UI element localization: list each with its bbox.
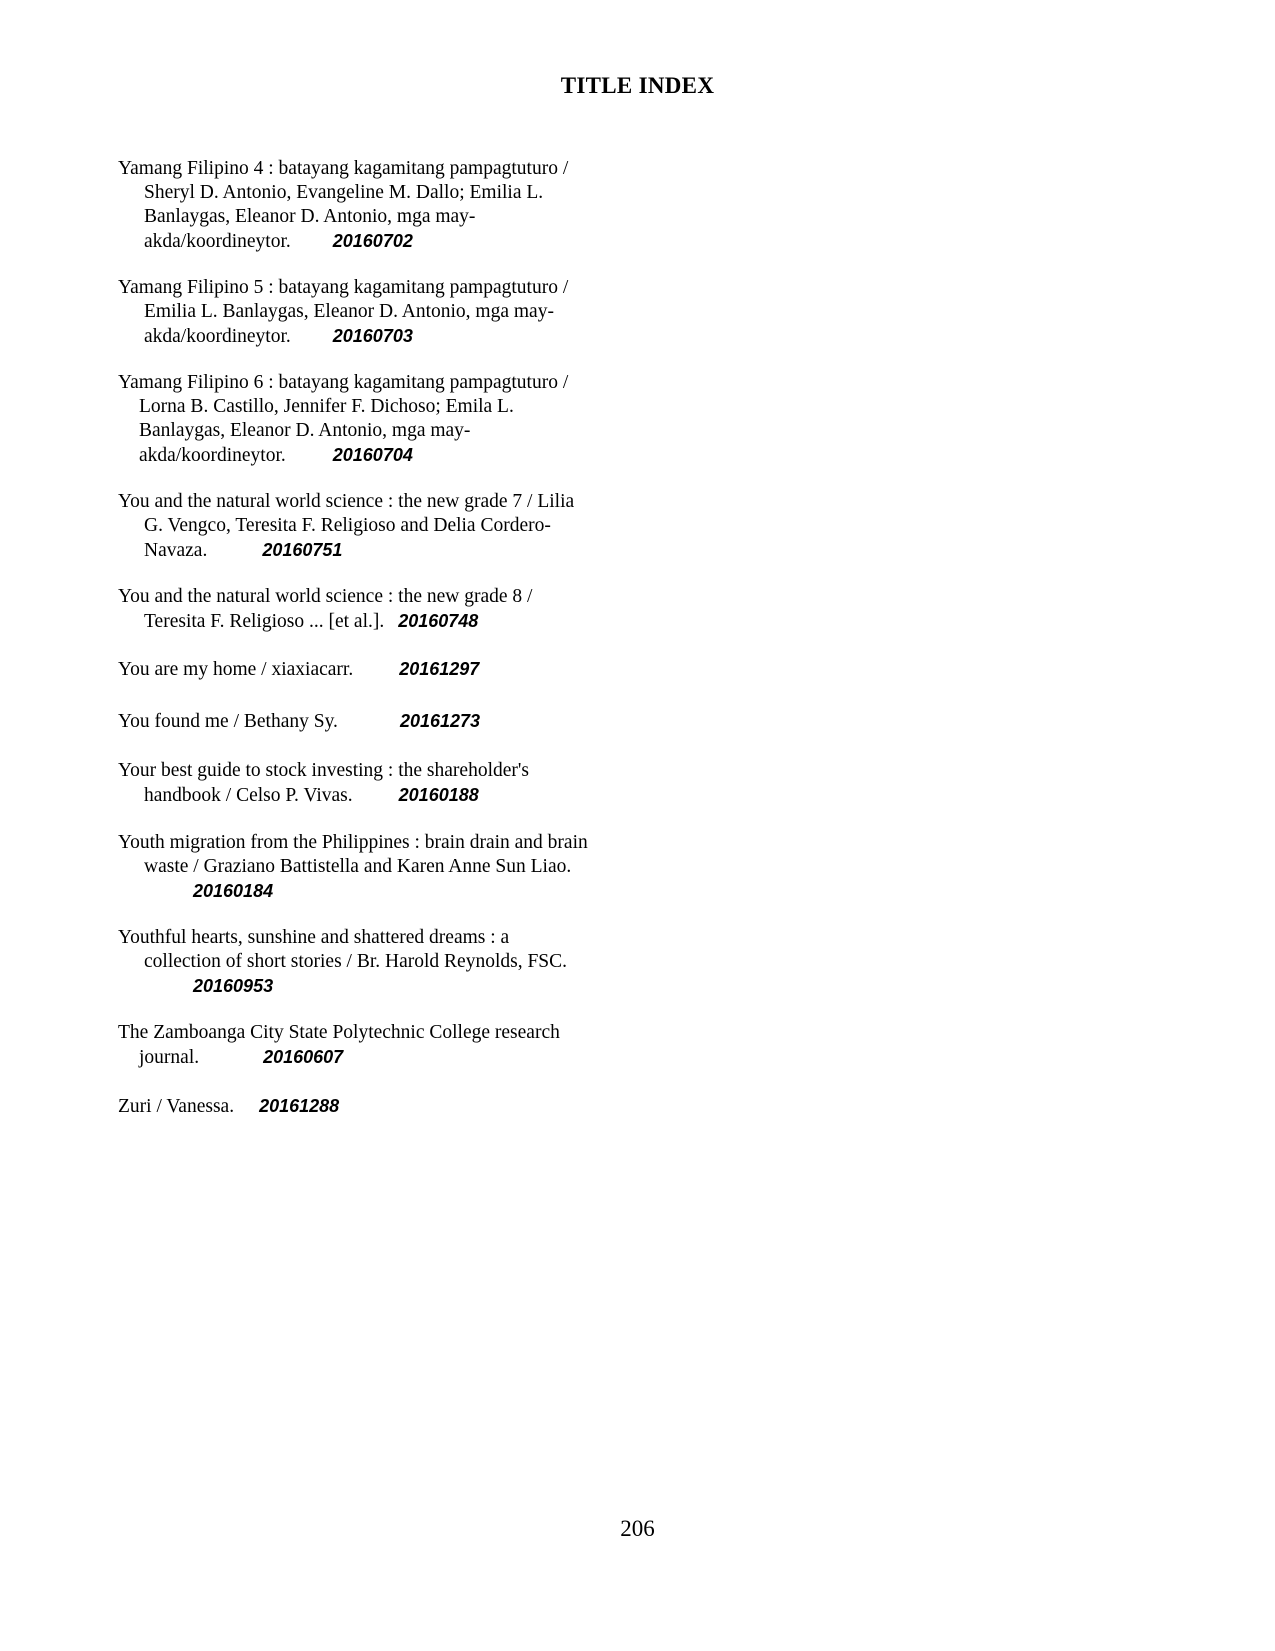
entry-continuation-line (118, 609, 532, 633)
index-entry (118, 276, 568, 348)
entry-text: akda/koordineytor. (139, 445, 286, 466)
index-entry (118, 585, 532, 633)
entry-continuation-line (118, 783, 529, 807)
accession-number: 20161297 (399, 659, 480, 679)
entry-continuation-line: Emilia L. Banlaygas, Eleanor D. Antonio, mga may- (144, 301, 554, 322)
entry-continuation-line (118, 443, 568, 467)
index-entry (118, 1021, 560, 1069)
entry-continuation-line (118, 229, 568, 253)
index-entry (118, 157, 568, 253)
entry-text: Teresita F. Religioso ... [et al.]. (144, 611, 385, 632)
accession-number: 20160704 (332, 445, 413, 465)
entry-continuation-line (118, 974, 567, 998)
entry-title-line: The Zamboanga City State Polytechnic College research (118, 1022, 560, 1043)
entry-continuation-line: Sheryl D. Antonio, Evangeline M. Dallo; Emilia L. (144, 182, 544, 203)
accession-number: 20161288 (259, 1096, 340, 1116)
entry-title-line: Youthful hearts, sunshine and shattered dreams : a (118, 927, 510, 948)
entry-title-line: Your best guide to stock investing : the shareholder's (118, 760, 529, 781)
entry-continuation-line: G. Vengco, Teresita F. Religioso and Delia Cordero- (144, 515, 551, 536)
entry-continuation-line: Lorna B. Castillo, Jennifer F. Dichoso; Emila L. (139, 396, 514, 417)
index-entry (118, 831, 588, 903)
accession-number: 20160184 (193, 881, 274, 901)
entry-text: handbook / Celso P. Vivas. (144, 785, 353, 806)
entry-text: Zuri / Vanessa. (118, 1096, 235, 1117)
entry-title-line: You and the natural world science : the new grade 7 / Lilia (118, 491, 575, 512)
entry-continuation-line (118, 879, 588, 903)
entry-title-line (118, 657, 479, 681)
entry-continuation-line (118, 1045, 560, 1069)
page-title: TITLE INDEX (560, 73, 715, 98)
entry-text: You are my home / xiaxiacarr. (118, 659, 354, 680)
entry-title-line: Yamang Filipino 4 : batayang kagamitang pampagtuturo / (118, 158, 569, 179)
entry-continuation-line: Banlaygas, Eleanor D. Antonio, mga may- (139, 420, 471, 441)
entry-continuation-line: collection of short stories / Br. Harold Reynolds, FSC. (144, 951, 568, 972)
entry-continuation-line: Banlaygas, Eleanor D. Antonio, mga may- (144, 206, 476, 227)
accession-number: 20161273 (399, 711, 481, 731)
index-entry (118, 709, 480, 733)
entry-title-line (118, 709, 480, 733)
entry-text: Navaza. (144, 540, 208, 561)
entry-text: akda/koordineytor. (144, 326, 291, 347)
accession-number: 20160751 (262, 540, 343, 560)
page-number: 206 (620, 1516, 655, 1541)
accession-number: 20160703 (332, 326, 413, 346)
entry-text: akda/koordineytor. (144, 231, 291, 252)
entry-title-line: Yamang Filipino 5 : batayang kagamitang pampagtuturo / (118, 277, 569, 298)
entry-title-line: Youth migration from the Philippines : brain drain and brain (118, 832, 588, 853)
accession-number: 20160953 (193, 976, 274, 996)
entry-title-line: Yamang Filipino 6 : batayang kagamitang pampagtuturo / (118, 372, 569, 393)
accession-number: 20160607 (263, 1047, 344, 1067)
index-entry (118, 657, 479, 681)
index-entry (118, 759, 529, 807)
index-entry (118, 371, 568, 467)
accession-number: 20160748 (398, 611, 479, 631)
entry-title-line (118, 1094, 339, 1118)
entry-continuation-line (118, 538, 574, 562)
entry-text: You found me / Bethany Sy. (118, 711, 338, 732)
entry-continuation-line: waste / Graziano Battistella and Karen Anne Sun Liao. (144, 856, 572, 877)
entry-text: journal. (139, 1047, 200, 1068)
entry-continuation-line (118, 324, 568, 348)
entry-title-line: You and the natural world science : the new grade 8 / (118, 586, 533, 607)
accession-number: 20160188 (398, 785, 479, 805)
index-entry (118, 490, 574, 562)
accession-number: 20160702 (332, 231, 413, 251)
index-entry (118, 926, 567, 998)
index-entry (118, 1094, 339, 1118)
